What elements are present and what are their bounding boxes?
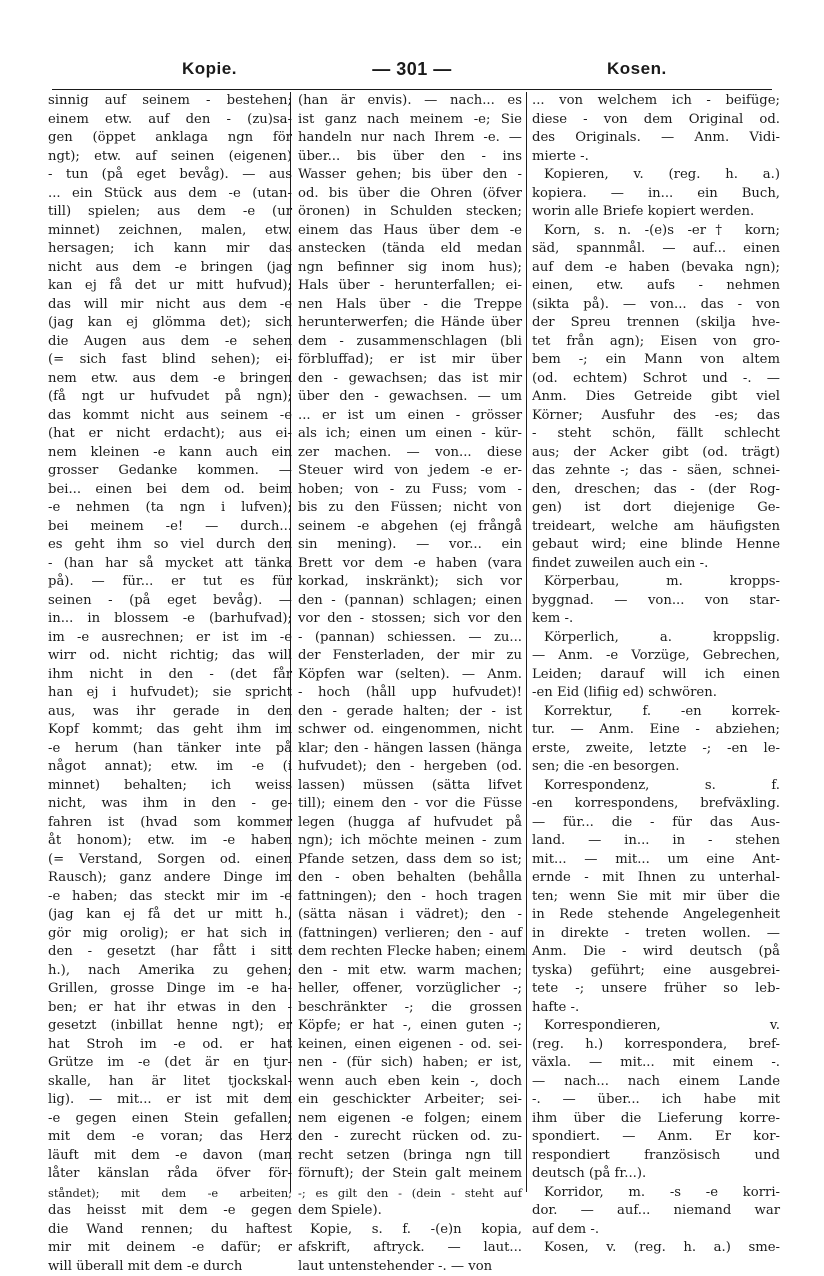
text-line: den - gerade halten; der - ist [298,703,522,722]
entry-headword-line: Kopie, s. f. -(e)n kopia, [298,1221,522,1240]
text-line: vor den - stossen; sich vor den [298,610,522,629]
text-line: treideart, welche am häufigsten [532,518,780,537]
text-line: Anm. Die - wird deutsch (på [532,943,780,962]
entry-headword-line: Kosen, v. (reg. h. a.) sme- [532,1239,780,1258]
text-line: das heisst mit dem -e gegen [48,1202,292,1221]
text-line: findet zuweilen auch ein -. [532,555,780,574]
text-line: lig). — mit... er ist mit dem [48,1091,292,1110]
text-line: grosser Gedanke kommen. — [48,462,292,481]
text-line: klar; den - hängen lassen (hänga [298,740,522,759]
text-line: der Fensterladen, der mir zu [298,647,522,666]
entry-headword-line: Korrektur, f. -en korrek- [532,703,780,722]
text-line: ben; er hat ihr etwas in den - [48,999,292,1018]
text-line: Brett vor dem -e haben (vara [298,555,522,574]
text-line: nem eigenen -e folgen; einem [298,1110,522,1129]
text-line: förnuft); der Stein galt meinem [298,1165,522,1184]
text-line: das kommt nicht aus seinem -e [48,407,292,426]
text-line: der Spreu trennen (skilja hve- [532,314,780,333]
text-line: — Anm. -e Vorzüge, Gebrechen, [532,647,780,666]
text-line: hersagen; ich kann mir das [48,240,292,259]
text-line: Körner; Ausfuhr des -es; das [532,407,780,426]
entry-headword-line: Körperlich, a. kroppslig. [532,629,780,648]
text-line: aus; der Acker gibt (od. trägt) [532,444,780,463]
text-column-middle [298,92,522,1212]
text-line: bis zu den Füssen; nicht von [298,499,522,518]
text-line: erste, zweite, letzte -; -en le- [532,740,780,759]
text-line: dem - zusammenschlagen (bli [298,333,522,352]
text-line: keinen, einen eigenen - od. sei- [298,1036,522,1055]
text-line: (sätta näsan i vädret); den - [298,906,522,925]
text-line: - steht schön, fällt schlecht [532,425,780,444]
text-line: ngn befinner sig inom hus); [298,259,522,278]
text-line: ... von welchem ich - beifüge; [532,92,780,111]
entry-headword-line: Korrespondieren, v. [532,1017,780,1036]
text-line: in Rede stehende Angelegenheit [532,906,780,925]
header-last-entry: Kosen. [607,59,667,79]
text-line: seinen - (på eget bevåg). — [48,592,292,611]
text-line: -e haben; das steckt mir im -e [48,888,292,907]
text-line: anstecken (tända eld medan [298,240,522,259]
text-line: respondiert französisch und [532,1147,780,1166]
text-line: lassen) müssen (sätta lifvet [298,777,522,796]
text-line: ein geschickter Arbeiter; sei- [298,1091,522,1110]
text-line: zer machen. — von... diese [298,444,522,463]
entry-headword-line: Korrespondenz, s. f. [532,777,780,796]
text-line: den, dreschen; das - (der Rog- [532,481,780,500]
text-line: das zehnte -; das - säen, schnei- [532,462,780,481]
text-line: minnet) behalten; ich weiss [48,777,292,796]
text-line: seinem -e abgehen (ej frångå [298,518,522,537]
text-line: beschränkter -; die grossen [298,999,522,1018]
text-line: laut untenstehender -. — von [298,1258,522,1276]
text-line: (han är envis). — nach... es [298,92,522,111]
text-line: od. bis über die Ohren (öfver [298,185,522,204]
text-line: das will mir nicht aus dem -e [48,296,292,315]
text-line: in direkte - treten wollen. — [532,925,780,944]
text-line: bei... einen bei dem od. beim [48,481,292,500]
text-line: kan ej få det ur mitt hufvud); [48,277,292,296]
text-line: Grütze im -e (det är en tjur- [48,1054,292,1073]
text-line: auf dem -e haben (bevaka ngn); [532,259,780,278]
text-line: - tun (på eget bevåg). — aus [48,166,292,185]
text-line: hafte -. [532,999,780,1018]
text-line: säd, spannmål. — auf... einen [532,240,780,259]
text-line: mit... — mit... um eine Ant- [532,851,780,870]
text-line: gebaut wird; eine blinde Henne [532,536,780,555]
text-line: nicht, was ihm in den - ge- [48,795,292,814]
entry-headword-line: Körperbau, m. kropps- [532,573,780,592]
text-line: sinnig auf seinem - bestehen; [48,92,292,111]
text-line: -en Eid (lifiig ed) schwören. [532,684,780,703]
text-line: einem etw. auf den - (zu)sa- [48,111,292,130]
text-line: über... bis über den - ins [298,148,522,167]
text-line: (reg. h.) korrespondera, bref- [532,1036,780,1055]
text-line: åt honom); etw. im -e haben [48,832,292,851]
text-line: tur. — Anm. Eine - abziehen; [532,721,780,740]
text-line: heller, offener, vorzüglicher -; [298,980,522,999]
text-line: recht setzen (bringa ngn till [298,1147,522,1166]
text-line: wenn auch eben kein -, doch [298,1073,522,1092]
text-line: ist ganz nach meinem -e; Sie [298,111,522,130]
text-line: (od. echtem) Schrot und -. — [532,370,780,389]
text-line: hat Stroh im -e od. er hat [48,1036,292,1055]
text-line: (hat er nicht erdacht); aus ei- [48,425,292,444]
text-line: Steuer wird von jedem -e er- [298,462,522,481]
entry-headword-line: Kopieren, v. (reg. h. a.) [532,166,780,185]
text-line: till) spielen; aus dem -e (ur [48,203,292,222]
text-line: will überall mit dem -e durch [48,1258,292,1276]
text-line: als ich; einen um einen - kür- [298,425,522,444]
text-line: auf dem -. [532,1221,780,1240]
text-line: ngt); etw. auf seinen (eigenen) [48,148,292,167]
text-line: im -e ausrechnen; er ist im -e [48,629,292,648]
text-line: Anm. Dies Getreide gibt viel [532,388,780,407]
text-line: korkad, inskränkt); sich vor [298,573,522,592]
text-line: minnet) zeichnen, malen, etw. [48,222,292,241]
text-line: aus, was ihr gerade in den [48,703,292,722]
text-line: något annat); etw. im -e (i [48,758,292,777]
text-line: fattningen); den - hoch tragen [298,888,522,907]
text-line: handeln nur nach Ihrem -e. — [298,129,522,148]
text-line: kem -. [532,610,780,629]
text-line: byggnad. — von... von star- [532,592,780,611]
text-line: gör mig orolig); er hat sich in [48,925,292,944]
column-divider-right [526,92,527,1192]
text-line: spondiert. — Anm. Er kor- [532,1128,780,1147]
text-line: deutsch (på fr...). [532,1165,780,1184]
text-line: fahren ist (hvad som kommer [48,814,292,833]
text-line: (få ngt ur hufvudet på ngn); [48,388,292,407]
text-line: wirr od. nicht richtig; das will [48,647,292,666]
text-line: den - gewachsen; das ist mir [298,370,522,389]
text-line: — nach... nach einem Lande [532,1073,780,1092]
text-line: mir mit deinem -e dafür; er [48,1239,292,1258]
text-line: einem das Haus über dem -e [298,222,522,241]
text-line: dor. — auf... niemand war [532,1202,780,1221]
text-line: nen Hals über - die Treppe [298,296,522,315]
text-line: ngn); ich möchte meinen - zum [298,832,522,851]
text-line: - (han har så mycket att tänka [48,555,292,574]
text-line: schwer od. eingenommen, nicht [298,721,522,740]
text-line: gesetzt (inbillat henne ngt); er [48,1017,292,1036]
text-line: (= sich fast blind sehen); ei- [48,351,292,370]
text-column-left [48,92,292,1212]
text-line: (jag kan ej få det ur mitt h., [48,906,292,925]
text-line: es geht ihm so viel durch den [48,536,292,555]
text-line: tet från agn); Eisen von gro- [532,333,780,352]
text-line: über den - gewachsen. — um [298,388,522,407]
text-line: des Originals. — Anm. Vidi- [532,129,780,148]
text-line: gen) ist dort diejenige Ge- [532,499,780,518]
text-line: kopiera. — in... ein Buch, [532,185,780,204]
text-line: mierte -. [532,148,780,167]
text-line: till); einem den - vor die Füsse [298,795,522,814]
text-line: ... ein Stück aus dem -e (utan- [48,185,292,204]
text-line: Rausch); ganz andere Dinge im [48,869,292,888]
text-line: den - (pannan) schlagen; einen [298,592,522,611]
text-line: herunterwerfen; die Hände über [298,314,522,333]
text-line: in... in blossem -e (barhufvad); [48,610,292,629]
text-line: -. — über... ich habe mit [532,1091,780,1110]
text-line: den - oben behalten (behålla [298,869,522,888]
text-line: (= Verstand, Sorgen od. einen [48,851,292,870]
text-line: bem -; ein Mann von altem [532,351,780,370]
text-line: nicht aus dem -e bringen (jag [48,259,292,278]
text-line: ihm über die Lieferung korre- [532,1110,780,1129]
text-line: dem Spiele). [298,1202,522,1221]
text-line: låter känslan råda öfver för- [48,1165,292,1184]
text-line: nem kleinen -e kann auch ein [48,444,292,463]
text-line: läuft mit dem -e davon (man [48,1147,292,1166]
text-line: mit dem -e voran; das Herz [48,1128,292,1147]
text-line: -e herum (han tänker inte på [48,740,292,759]
page-number: — 301 — [362,59,462,80]
text-line: h.), nach Amerika zu gehen; [48,962,292,981]
text-line: ihm nicht in den - (det får [48,666,292,685]
text-line: den - mit etw. warm machen; [298,962,522,981]
text-line: växla. — mit... mit einem -. [532,1054,780,1073]
text-line: Köpfen war (selten). — Anm. [298,666,522,685]
text-column-right [532,92,780,1212]
page-header [52,55,772,90]
text-line: (fattningen) verlieren; den - auf [298,925,522,944]
text-line: dem rechten Flecke haben; einem [298,943,522,962]
text-line: Pfande setzen, dass dem so ist; [298,851,522,870]
text-line: ten; wenn Sie mit mir über die [532,888,780,907]
text-line: -e gegen einen Stein gefallen; [48,1110,292,1129]
text-line: sin mening). — vor... ein [298,536,522,555]
text-line: die Augen aus dem -e sehen [48,333,292,352]
text-line: nem etw. aus dem -e bringen [48,370,292,389]
entry-headword-line: Korridor, m. -s -e korri- [532,1184,780,1203]
text-line: sen; die -en besorgen. [532,758,780,777]
text-line: Leiden; darauf will ich einen [532,666,780,685]
text-line: ernde - mit Ihnen zu unterhal- [532,869,780,888]
text-line: skalle, han är litet tjockskal- [48,1073,292,1092]
text-line: legen (hugga af hufvudet på [298,814,522,833]
text-line: -; es gilt den - (dein - steht auf [298,1184,522,1203]
text-line: nen - (für sich) haben; er ist, [298,1054,522,1073]
text-line: på). — für... er tut es für [48,573,292,592]
text-line: -e nehmen (ta ngn i lufven); [48,499,292,518]
text-line: einen, etw. aufs - nehmen [532,277,780,296]
text-line: Grillen, grosse Dinge im -e ha- [48,980,292,999]
text-line: tyska) geführt; eine ausgebrei- [532,962,780,981]
text-line: Wasser gehen; bis über den - [298,166,522,185]
text-line: förbluffad); er ist mir über [298,351,522,370]
text-line: tete -; unsere früher so leb- [532,980,780,999]
text-line: bei meinem -e! — durch... [48,518,292,537]
text-line: Hals über - herunterfallen; ei- [298,277,522,296]
text-line: Köpfe; er hat -, einen guten -; [298,1017,522,1036]
text-line: gen (öppet anklaga ngn för [48,129,292,148]
text-line: afskrift, aftryck. — laut... [298,1239,522,1258]
text-line: - hoch (håll upp hufvudet)! [298,684,522,703]
text-line: land. — in... in - stehen [532,832,780,851]
text-line: die Wand rennen; du haftest [48,1221,292,1240]
text-line: (sikta på). — von... das - von [532,296,780,315]
text-line: hufvudet); den - hergeben (od. [298,758,522,777]
header-first-entry: Kopie. [182,59,237,79]
text-line: — für... die - für das Aus- [532,814,780,833]
entry-headword-line: Korn, s. n. -(e)s -er† korn; [532,222,780,241]
text-line: ... er ist um einen - grösser [298,407,522,426]
text-line: Kopf kommt; das geht ihm im [48,721,292,740]
text-line: hoben; von - zu Fuss; vom - [298,481,522,500]
text-line: öronen) in Schulden stecken; [298,203,522,222]
text-line: (jag kan ej glömma det); sich [48,314,292,333]
text-line: -en korrespondens, brefväxling. [532,795,780,814]
text-line: han ej i hufvudet); sie spricht [48,684,292,703]
text-line: den - gesetzt (har fått i sitt [48,943,292,962]
text-line: - (pannan) schiessen. — zu... [298,629,522,648]
text-line: worin alle Briefe kopiert werden. [532,203,780,222]
text-line: diese - von dem Original od. [532,111,780,130]
text-line: ståndet); mit dem -e arbeiten; [48,1184,292,1203]
text-line: den - zurecht rücken od. zu- [298,1128,522,1147]
